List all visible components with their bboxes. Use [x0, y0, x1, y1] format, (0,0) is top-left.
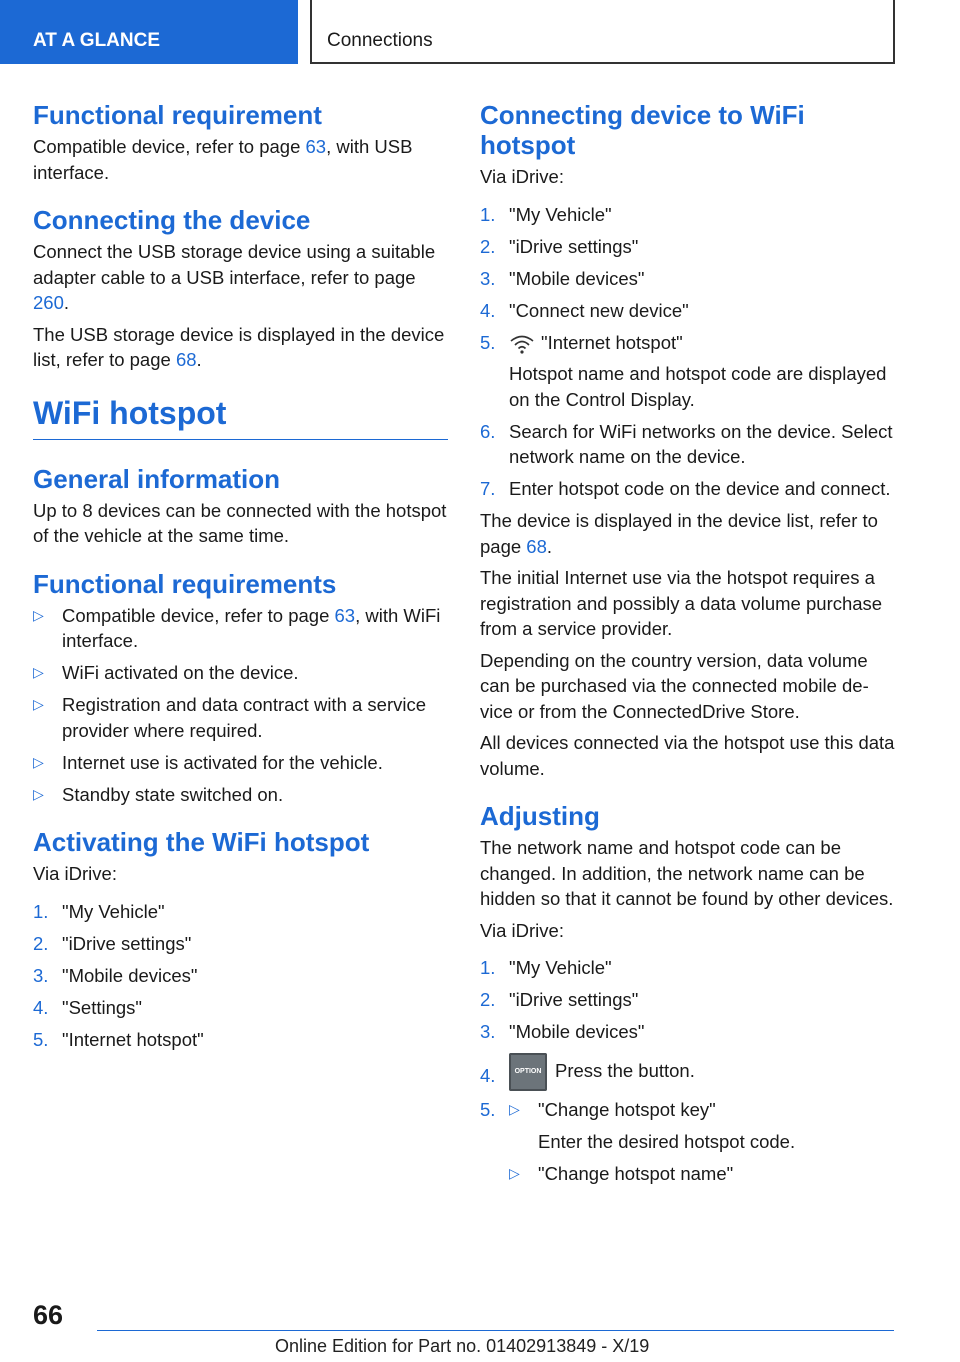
step-item: 3. "Mobile devices" [480, 267, 645, 289]
list-item: ▷ "Change hotspot name" [509, 1161, 895, 1187]
wifi-hotspot-title-block [33, 393, 448, 440]
triangle-bullet-icon: ▷ [33, 664, 44, 680]
paragraph: Connect the USB storage device using a suitable adapter cable to a USB interface, refer to page 260. [33, 241, 436, 313]
heading-activating-wifi-hotspot: Activating the WiFi hotspot [33, 827, 370, 857]
section-connecting-device [33, 205, 448, 373]
section-activating-wifi-hotspot [33, 827, 448, 1052]
list-item: ▷ WiFi activated on the device. [33, 660, 448, 686]
wifi-icon [509, 334, 535, 354]
paragraph: All devices connected via the hotspot use this data volume. [480, 732, 895, 779]
footer-edition: Online Edition for Part no. 01402913849 - X/19 [275, 1336, 650, 1356]
section-tab: AT A GLANCE [0, 0, 298, 64]
step-item: 5. "Internet hotspot" [33, 1028, 204, 1050]
left-column [33, 100, 448, 1072]
list-item: ▷ "Change hotspot key" Enter the desired hotspot code. [509, 1099, 796, 1152]
step-item: 3. "Mobile devices" [480, 1021, 645, 1042]
step-item: 5. ▷ "Change hotspot key" Enter the desired hotspot code. ▷ "Change hotspot name" [480, 1097, 895, 1186]
page-link[interactable]: 63 [334, 604, 356, 626]
option-button-icon: OPTION [509, 1053, 547, 1091]
paragraph: The network name and hotspot code can be changed. In addition, the network name can be hidden so that it cannot be found by other devices. [480, 837, 894, 909]
page-link[interactable]: 68 [175, 349, 197, 370]
step-item: 7. Enter hotspot code on the device and connect. [480, 478, 891, 499]
triangle-bullet-icon: ▷ [33, 696, 44, 712]
step-item: 4. OPTION Press the button. [480, 1053, 895, 1091]
steps-list [480, 955, 895, 1186]
section-connecting-to-wifi [480, 100, 895, 781]
heading-wifi-hotspot: WiFi hotspot [33, 394, 227, 431]
heading-functional-requirements: Functional requirements [33, 568, 337, 599]
heading-general-information: General information [33, 463, 281, 494]
section-functional-requirements [33, 569, 448, 808]
step-item: 2. "iDrive settings" [33, 932, 192, 954]
page-link[interactable]: 260 [33, 292, 64, 313]
triangle-bullet-icon: ▷ [33, 606, 44, 623]
sub-options-list [509, 1097, 895, 1186]
list-item: ▷ Registration and data contract with a service provider where required. [33, 694, 427, 741]
via-idrive-label: Via iDrive: [480, 166, 564, 187]
paragraph: Compatible device, refer to page 63, with USB interface. [33, 136, 413, 183]
step-item: 4. "Connect new device" [480, 299, 689, 321]
step-item: 6. Search for WiFi networks on the device. Select network name on the device. [480, 420, 893, 467]
via-idrive-label: Via iDrive: [480, 919, 564, 941]
step-item: 1. "My Vehicle" [480, 957, 612, 978]
list-item: ▷ Standby state switched on. [33, 782, 448, 808]
footer-divider [97, 1330, 894, 1331]
paragraph: The initial Internet use via the hotspot requires a registration and possibly a data volume purchase from a service provider. [480, 567, 883, 639]
page-number: 66 [33, 1300, 64, 1330]
triangle-bullet-icon: ▷ [33, 753, 44, 770]
heading-connecting-device: Connecting the device [33, 205, 311, 235]
section-adjusting [480, 801, 895, 1186]
via-idrive-label: Via iDrive: [33, 863, 117, 884]
right-column [480, 100, 895, 1206]
section-general-information [33, 464, 448, 549]
triangle-bullet-icon: ▷ [509, 1101, 520, 1117]
page-link[interactable]: 63 [305, 136, 327, 157]
list-item: ▷ Compatible device, refer to page 63, with WiFi interface. [33, 604, 441, 651]
page-link[interactable]: 68 [526, 535, 547, 557]
step-item: 3. "Mobile devices" [33, 964, 198, 986]
step-item: 2. "iDrive settings" [480, 235, 639, 257]
step-item: 4. "Settings" [33, 996, 142, 1018]
steps-list [480, 202, 895, 502]
steps-list [33, 899, 448, 1053]
triangle-bullet-icon: ▷ [509, 1164, 520, 1181]
triangle-bullet-icon: ▷ [33, 785, 44, 802]
list-item: ▷ Internet use is activated for the vehicle. [33, 750, 448, 776]
paragraph: The USB storage device is displayed in the device list, refer to page 68. [33, 323, 445, 370]
step-item: 1. "My Vehicle" [33, 900, 165, 922]
step-item: 2. "iDrive settings" [480, 989, 639, 1010]
chapter-title: Connections [310, 0, 895, 64]
heading-functional-requirement: Functional requirement [33, 100, 322, 130]
requirements-list [33, 603, 448, 808]
section-functional-requirement [33, 100, 448, 185]
step-item: 5. "Internet hotspot" Hotspot name and hotspot code are displayed on the Control Display. [480, 331, 887, 410]
step-item: 1. "My Vehicle" [480, 203, 612, 225]
heading-connecting-device-to-wifi: Connecting device to WiFi hotspot [480, 100, 805, 160]
paragraph: The device is displayed in the device list, refer to page 68. [480, 510, 878, 557]
paragraph: Up to 8 devices can be connected with the hotspot of the vehicle at the same time. [33, 499, 447, 546]
heading-adjusting: Adjusting [480, 801, 600, 831]
paragraph: Depending on the country version, data volume can be purchased via the connected mobile device or from the ConnectedDrive Store. [480, 649, 869, 722]
